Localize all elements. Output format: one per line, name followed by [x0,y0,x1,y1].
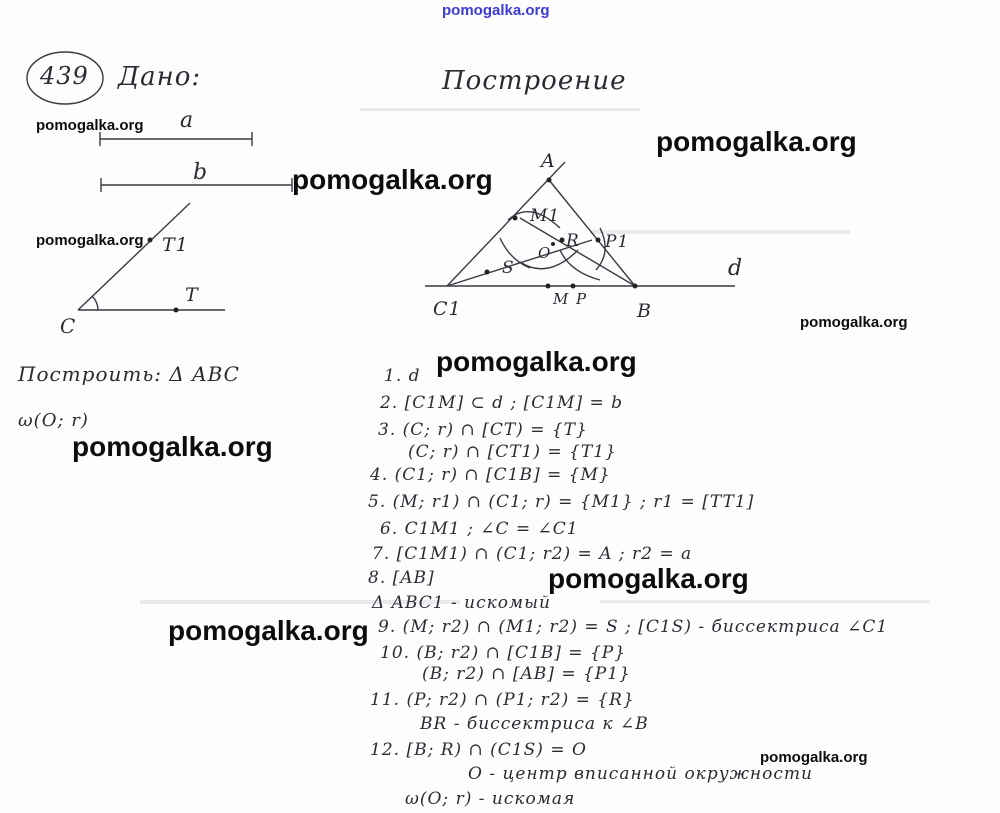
watermark: pomogalka.org [656,126,857,157]
watermark: pomogalka.org [548,563,749,594]
point-m [546,284,551,289]
step-3b: (C; r) ∩ [CT1) = {T1} [408,442,617,462]
step-12b: O - центр вписанной окружности [468,764,813,784]
point-m1 [513,216,518,221]
label-b: b [193,160,209,185]
fig-label-r: R [566,231,580,251]
label-t1: T1 [162,234,189,256]
fig-label-p1: P1 [605,232,630,252]
step-12: 12. [B; R) ∩ (C1S) = O [370,740,587,760]
circle-given: ω(O; r) [18,410,89,431]
fig-label-o: O [538,244,552,262]
point-b [633,284,638,289]
step-11b: BR - биссектриса к ∠B [420,714,649,734]
step-8: 8. [AB] [368,568,435,588]
angle-c-arc [92,296,98,310]
point-o [551,242,555,246]
step-11: 11. (P; r2) ∩ (P1; r2) = {R} [370,690,635,710]
step-10b: (B; r2) ∩ [AB] = {P1} [422,664,631,684]
step-12c: ω(O; r) - искомая [405,789,576,809]
given-label: Дано: [118,62,202,92]
watermark: pomogalka.org [436,346,637,377]
point-r [560,238,565,243]
step-9: 9. (M; r2) ∩ (M1; r2) = S ; [C1S) - биссектриса ∠C1 [378,617,889,637]
watermark: pomogalka.org [168,615,369,646]
step-6: 6. C1M1 ; ∠C = ∠C1 [380,519,579,539]
watermark: pomogalka.org [800,314,908,331]
fig-label-s: S [502,258,515,278]
construction-label: Построение [442,66,627,96]
point-p1 [596,238,601,243]
fig-label-b: B [637,300,652,322]
fig-label-p: P [576,290,588,308]
fig-label-d: d [728,256,744,281]
point-t1 [148,238,153,243]
step-2: 2. [C1M] ⊂ d ; [C1M] = b [380,393,624,413]
fig-label-m1: M1 [530,206,561,226]
fig-label-c1: C1 [433,298,462,320]
step-5: 5. (M; r1) ∩ (C1; r) = {M1} ; r1 = [TT1] [368,492,755,512]
step-3: 3. (C; r) ∩ [CT) = {T} [378,420,588,440]
arc-3 [560,250,600,280]
watermark: pomogalka.org [36,232,144,249]
label-c: C [60,314,77,338]
step-1: 1. d [384,366,421,386]
point-s [485,270,490,275]
fig-label-m: M [553,290,570,308]
watermark: pomogalka.org [72,431,273,462]
watermark: pomogalka.org [760,749,868,766]
step-10: 10. (B; r2) ∩ [C1B] = {P} [380,643,627,663]
step-4: 4. (C1; r) ∩ [C1B] = {M} [370,465,611,485]
label-a: a [180,108,195,133]
label-t: T [185,284,199,306]
fig-label-a: A [541,150,556,172]
watermark: pomogalka.org [36,117,144,134]
point-a [547,178,552,183]
point-t [174,308,179,313]
angle-c-ray-2 [78,203,190,310]
step-7: 7. [C1M1) ∩ (C1; r2) = A ; r2 = a [372,544,693,564]
point-p [571,284,576,289]
watermark: pomogalka.org [292,164,493,195]
build-label: Построить: Δ ABC [18,362,240,386]
problem-number: 439 [40,62,89,90]
step-8b: Δ ABC1 - искомый [372,593,551,613]
site-link[interactable]: pomogalka.org [442,2,550,19]
